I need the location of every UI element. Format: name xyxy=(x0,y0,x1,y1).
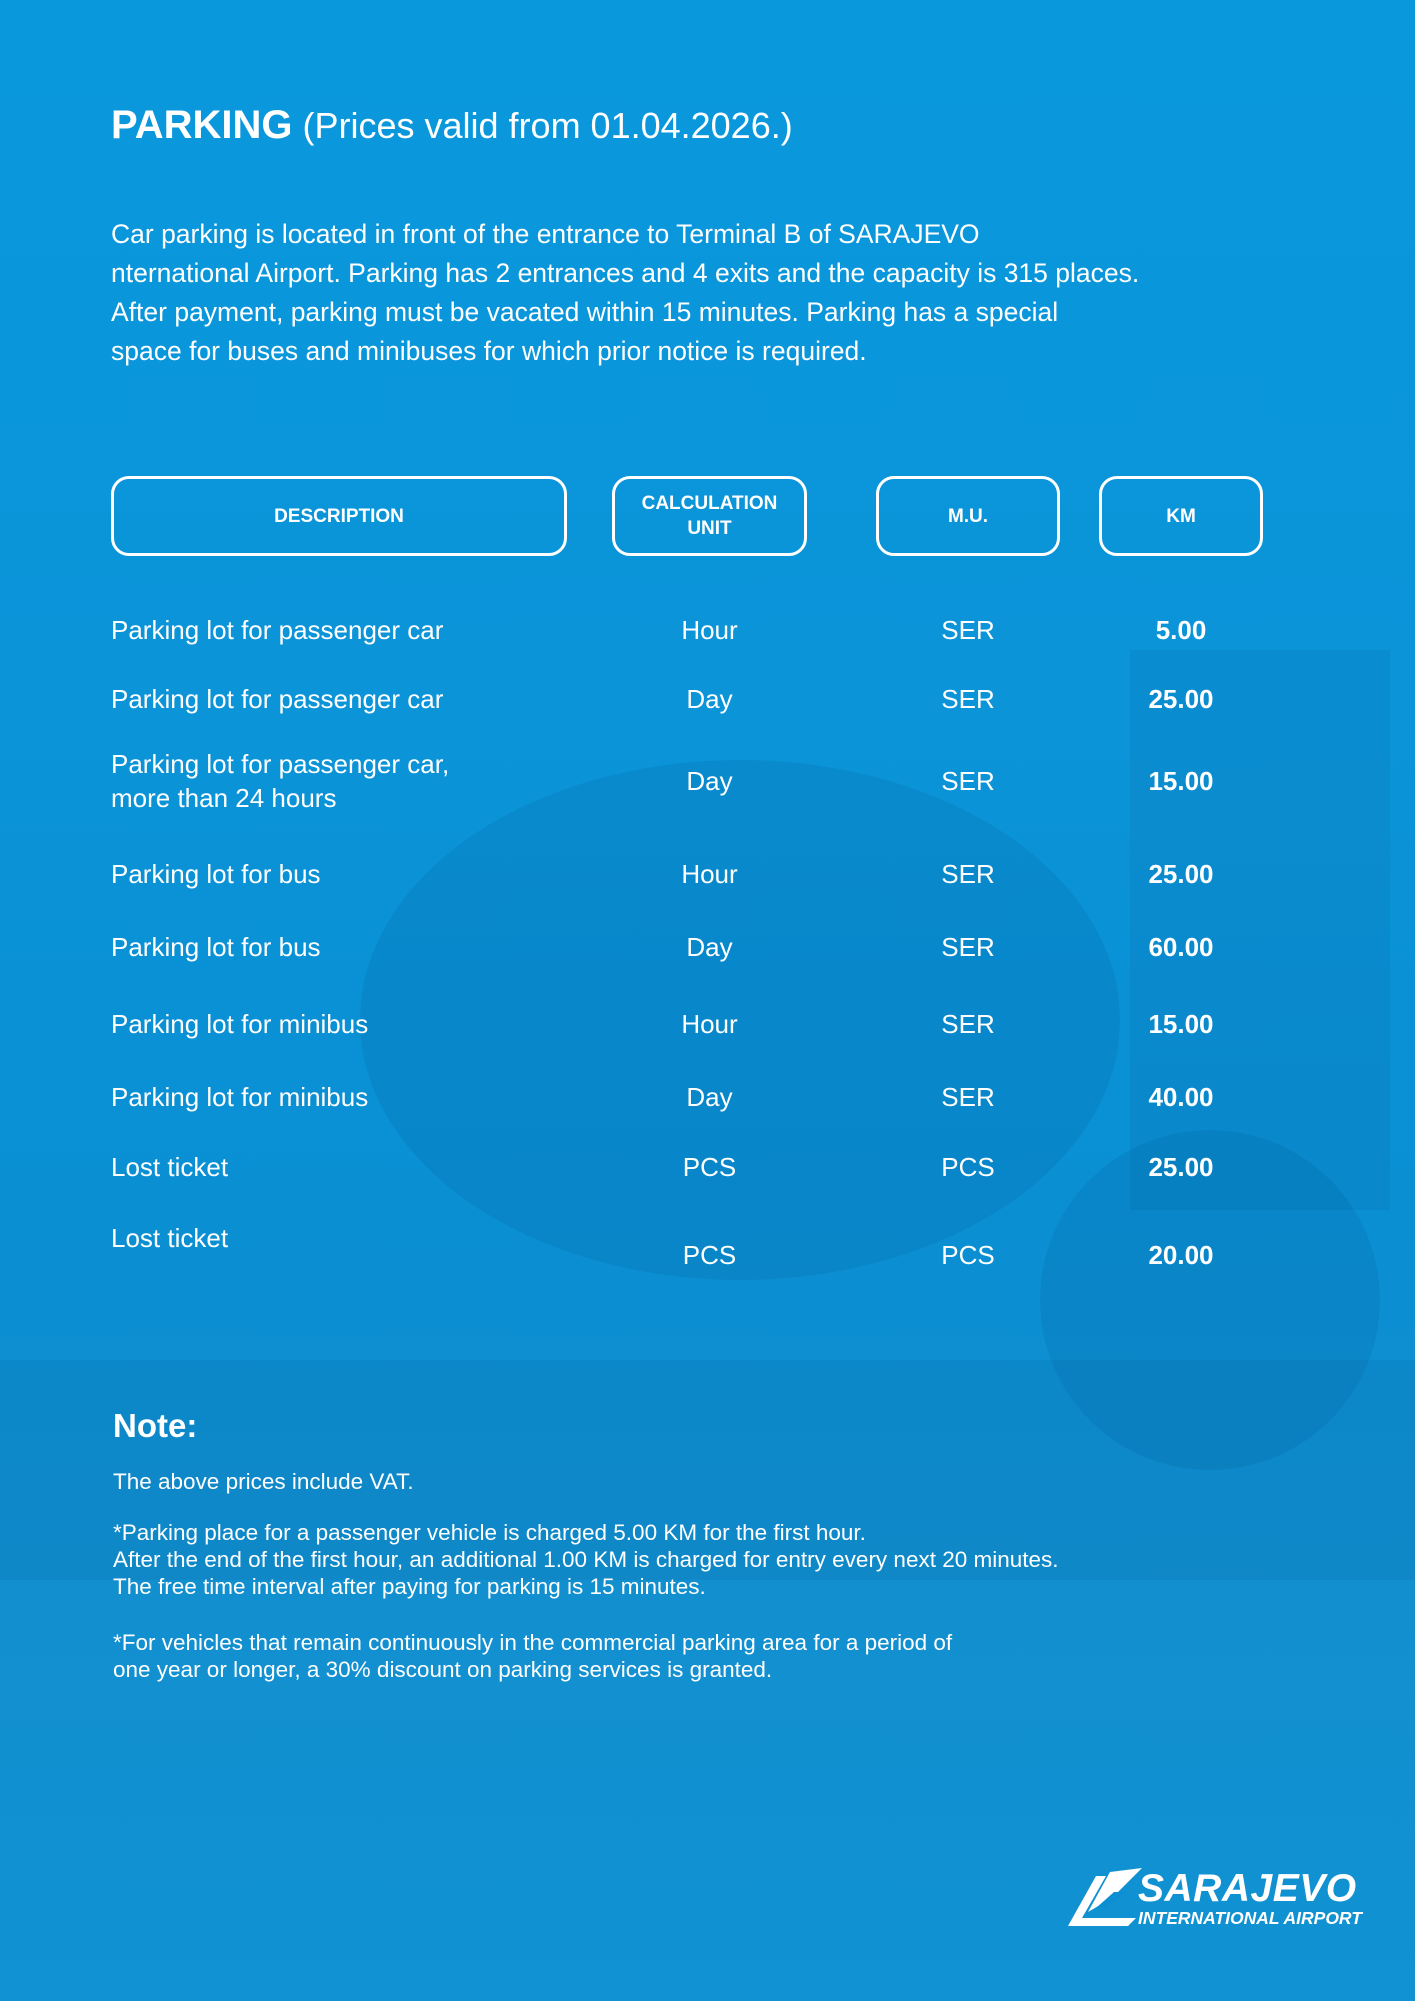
note-second-line: one year or longer, a 30% discount on parking services is granted. xyxy=(113,1657,773,1682)
row-unit: Hour xyxy=(681,859,738,889)
header-unit-line1: CALCULATION xyxy=(641,493,778,514)
note-first-line: After the end of the first hour, an additional 1.00 KM is charged for entry every next 20 minutes. xyxy=(113,1547,1059,1572)
note-first-line: The free time interval after paying for parking is 15 minutes. xyxy=(113,1574,706,1599)
intro-line: nternational Airport. Parking has 2 entrances and 4 exits and the capacity is 315 places. xyxy=(111,258,1140,288)
row-unit: PCS xyxy=(682,1240,737,1270)
row-description: Parking lot for passenger car xyxy=(111,615,444,645)
row-km: 25.00 xyxy=(1148,1152,1214,1182)
row-mu: SER xyxy=(941,932,995,962)
header-description-label: DESCRIPTION xyxy=(274,505,404,527)
header-description xyxy=(111,476,567,556)
row-mu: SER xyxy=(941,615,995,645)
row-description: Parking lot for minibus xyxy=(111,1082,369,1112)
airport-wing-icon xyxy=(1066,1868,1144,1930)
row-unit: Hour xyxy=(681,615,738,645)
row-km: 20.00 xyxy=(1148,1240,1214,1270)
header-calculation-unit xyxy=(612,476,807,556)
intro-paragraph xyxy=(111,215,1311,371)
row-unit: PCS xyxy=(682,1152,737,1182)
row-mu: PCS xyxy=(941,1240,995,1270)
intro-line: Car parking is located in front of the entrance to Terminal B of SARAJEVO xyxy=(111,219,980,249)
row-description: Lost ticket xyxy=(111,1223,229,1253)
row-km: 15.00 xyxy=(1148,766,1214,796)
row-km: 25.00 xyxy=(1148,859,1214,889)
row-description: Parking lot for bus xyxy=(111,859,321,889)
row-description: Parking lot for passenger car, xyxy=(111,749,450,779)
airport-logo xyxy=(1066,1867,1362,1932)
row-unit: Day xyxy=(686,766,733,796)
row-mu: PCS xyxy=(941,1152,995,1182)
row-unit: Day xyxy=(686,684,733,714)
row-unit: Hour xyxy=(681,1009,738,1039)
row-mu: SER xyxy=(941,1009,995,1039)
title-validity: (Prices valid from 01.04.2026.) xyxy=(302,105,793,146)
row-description: Parking lot for minibus xyxy=(111,1009,369,1039)
note-vat: The above prices include VAT. xyxy=(113,1469,414,1494)
header-km xyxy=(1099,476,1263,556)
row-mu: SER xyxy=(941,1082,995,1112)
header-mu xyxy=(876,476,1060,556)
page-title xyxy=(111,100,793,151)
row-mu: SER xyxy=(941,684,995,714)
header-unit-line2: UNIT xyxy=(687,518,732,539)
intro-line: After payment, parking must be vacated within 15 minutes. Parking has a special xyxy=(111,297,1059,327)
logo-name: SARAJEVO xyxy=(1138,1867,1357,1910)
row-description: Parking lot for passenger car xyxy=(111,684,444,714)
row-description-line2: more than 24 hours xyxy=(111,783,337,813)
row-mu: SER xyxy=(941,859,995,889)
title-strong: PARKING xyxy=(111,103,293,147)
row-km: 15.00 xyxy=(1148,1009,1214,1039)
logo-subtitle: INTERNATIONAL AIRPORT xyxy=(1138,1908,1362,1928)
header-km-label: KM xyxy=(1166,505,1196,527)
intro-line: space for buses and minibuses for which prior notice is required. xyxy=(111,336,867,366)
row-km: 40.00 xyxy=(1148,1082,1214,1112)
row-km: 5.00 xyxy=(1155,615,1207,645)
note-title: Note: xyxy=(113,1407,198,1444)
row-km: 25.00 xyxy=(1148,684,1214,714)
row-mu: SER xyxy=(941,766,995,796)
row-unit: Day xyxy=(686,932,733,962)
row-km: 60.00 xyxy=(1148,932,1214,962)
row-unit: Day xyxy=(686,1082,733,1112)
note-second-line: *For vehicles that remain continuously in the commercial parking area for a period of xyxy=(113,1630,953,1655)
row-description: Lost ticket xyxy=(111,1152,229,1182)
note-first-line: *Parking place for a passenger vehicle is charged 5.00 KM for the first hour. xyxy=(113,1520,866,1545)
row-description: Parking lot for bus xyxy=(111,932,321,962)
header-mu-label: M.U. xyxy=(947,505,989,527)
